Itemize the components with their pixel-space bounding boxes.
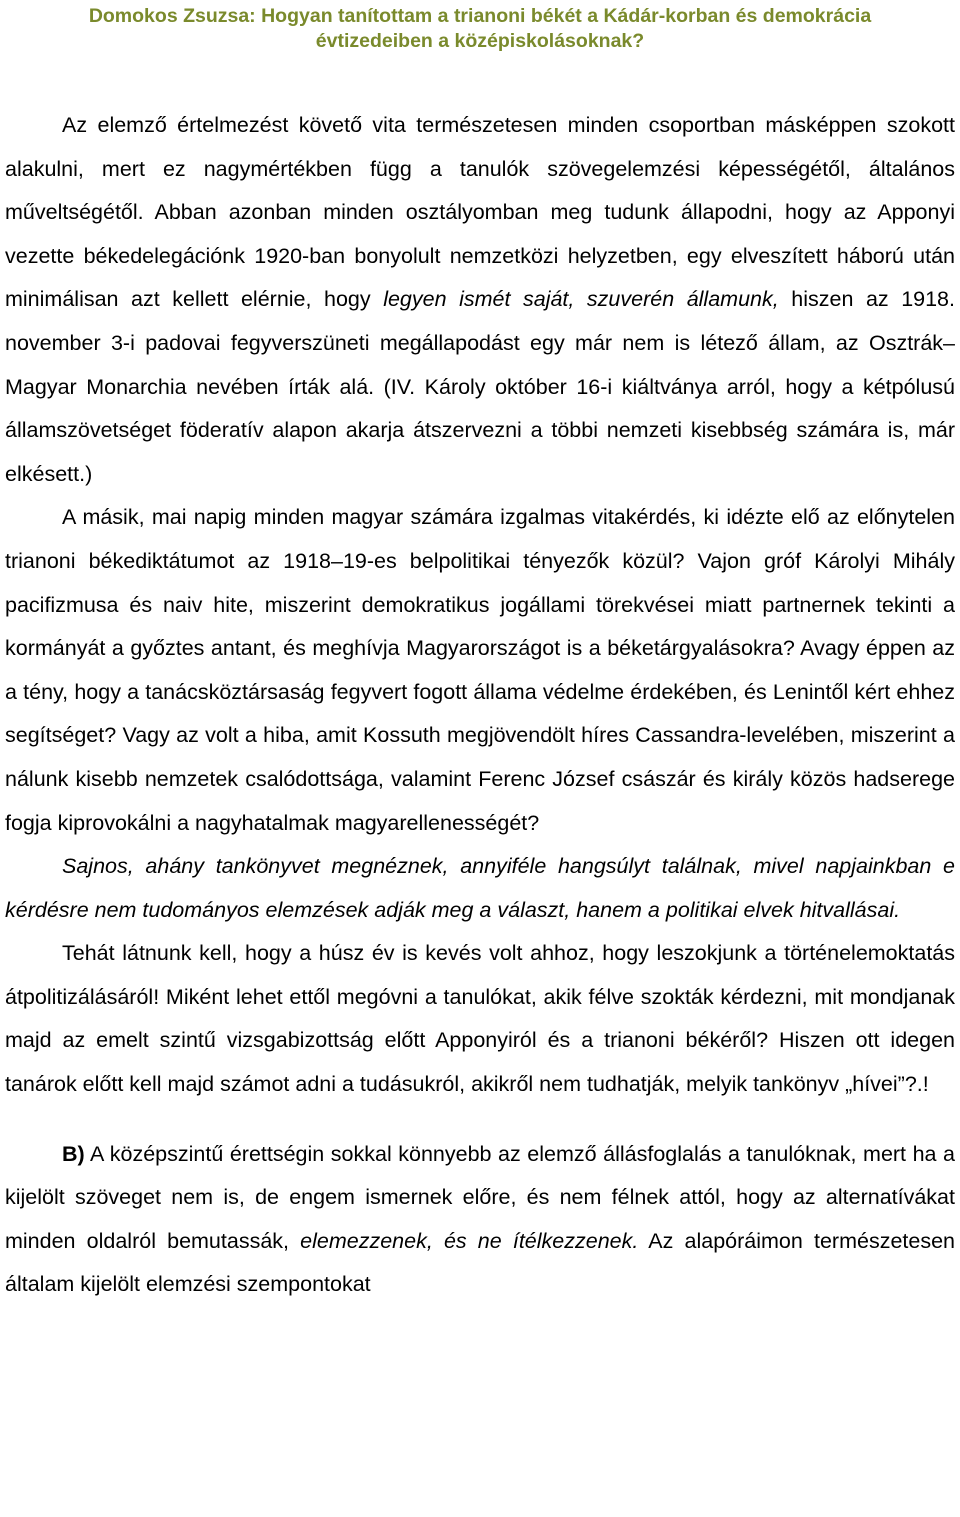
paragraph-3 [5,845,955,932]
header-title-line-2: évtizedeiben a középiskolásoknak? [315,30,645,52]
paragraph-1-text-b: hiszen az 1918. november 3-i padovai fegyverszüneti megállapodást egy már nem is létező állam, az Osztrák–Magyar Monarchia nevében írták alá. (IV. Károly október 16-i kiáltványa arról, hogy a kétpólusú államszövetséget föderatív alapon akarja átszervezni a többi nemzeti kisebbség számára is, már elkésett.) [5,287,955,486]
paragraph-5-text-a: A középszintű érettségin sokkal könnyebb az elemző állásfoglalás a tanulóknak, mert ha a kijelölt szöveget nem is, de engem ismernek előre, és nem félnek attól, hogy az alternatívákat minden oldalról bemutassák, [5,1141,955,1253]
paragraph-5-italic: elemezzenek, és ne ítélkezzenek. [300,1228,639,1253]
paragraph-2: A másik, mai napig minden magyar számára izgalmas vitakérdés, ki idézte elő az előnytelen trianoni békediktátumot az 1918–19-es belpolitikai tényezők közül? Vajon gróf Károlyi Mihály pacifizmusa és naiv hite, miszerint demokratikus jogállami törekvései miatt partnernek tekinti a kormányát a győztes antant, és meghívja Magyarországot is a béketárgyalásokra? Avagy éppen az a tény, hogy a tanácsköztársaság fegyvert fogott állama védelme érdekében, és Lenintől kért ehhez segítséget? Vagy az volt a hiba, amit Kossuth megjövendölt híres Cassandra-levelében, miszerint a nálunk kisebb nemzetek csalódottsága, valamint Ferenc József császár és király közös hadserege fogja kiprovokálni a nagyhatalmak magyarellenességét? [5,505,955,835]
section-label-b: B) [62,1141,85,1166]
document-header [0,4,960,54]
paragraph-5-text-b: Az alapóráimon természetesen általam kijelölt elemzési szempontokat [5,1228,955,1297]
paragraph-4: Tehát látnunk kell, hogy a húsz év is kevés volt ahhoz, hogy leszokjunk a történelemoktatás átpolitizálásáról! Miként lehet ettől megóvni a tanulókat, akik félve szokták kérdezni, mit mondjanak majd az emelt szintű vizsgabizottság előtt Apponyiról és a trianoni békéről? Hiszen ott idegen tanárok előtt kell majd számot adni a tudásukról, akikről nem tudhatják, melyik tankönyv „hívei”?.! [5,941,955,1097]
header-title-line-1: Domokos Zsuzsa: Hogyan tanítottam a trianoni békét a Kádár-korban és demokrácia [88,5,872,27]
paragraph-1-text-a: Az elemző értelmezést követő vita természetesen minden csoportban másképpen szokott alakulni, mert ez nagymértékben függ a tanulók szövegelemzési képességétől, általános műveltségétől. Abban azonban minden osztályomban meg tudunk állapodni, hogy az Apponyi vezette békedelegációnk 1920-ban bonyolult nemzetközi helyzetben, egy elveszített háború után minimálisan azt kellett elérnie, hogy [5,113,955,312]
document-body [5,104,955,1307]
paragraph-5 [5,1133,955,1307]
paragraph-1 [5,104,955,496]
paragraph-1-italic: legyen ismét saját, szuverén államunk, [383,287,779,312]
paragraph-3-italic: Sajnos, ahány tankönyvet megnéznek, annyiféle hangsúlyt találnak, mivel napjainkban e kérdésre nem tudományos elemzések adják meg a választ, hanem a politikai elvek hitvallásai. [5,854,955,922]
